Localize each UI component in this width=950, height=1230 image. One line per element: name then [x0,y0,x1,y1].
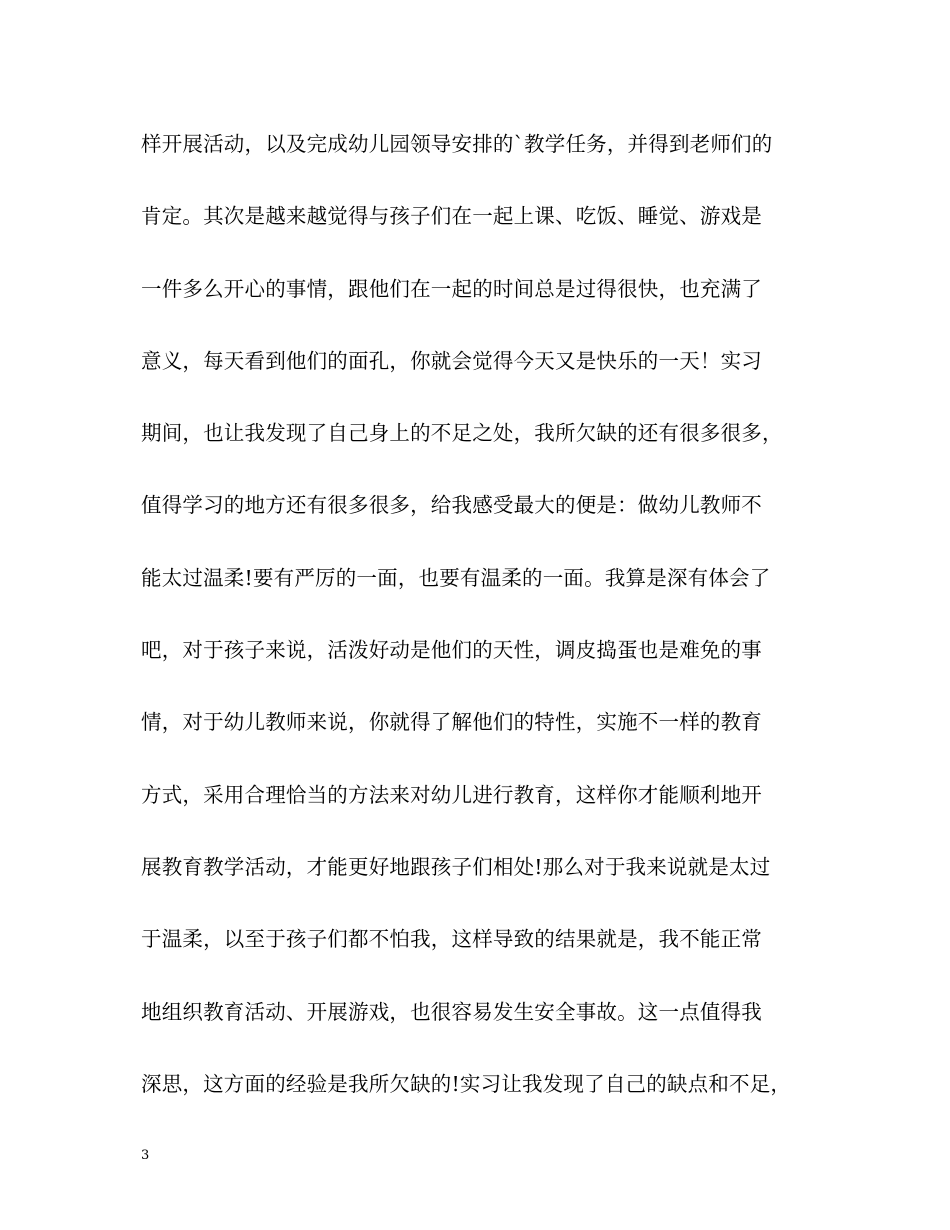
body-text [141,126,831,1138]
text-line-5: 期间，也让我发现了自己身上的不足之处，我所欠缺的还有很多很多， [141,421,783,446]
text-line-2: 肯定。其次是越来越觉得与孩子们在一起上课、吃饭、睡觉、游戏是 [141,204,762,229]
text-line-12: 于温柔，以至于孩子们都不怕我，这样导致的结果就是，我不能正常 [141,927,762,952]
text-line-3: 一件多么开心的事情，跟他们在一起的时间总是过得很快，也充满了 [141,276,762,301]
text-line-13: 地组织教育活动、开展游戏，也很容易发生安全事故。这一点值得我 [141,999,762,1024]
text-line-9: 情，对于幼儿教师来说，你就得了解他们的特性，实施不一样的教育 [141,710,762,735]
text-line-8: 吧，对于孩子来说，活泼好动是他们的天性，调皮捣蛋也是难免的事 [141,638,762,663]
text-line-7: 能太过温柔!要有严厉的一面，也要有温柔的一面。我算是深有体会了 [141,565,771,590]
text-line-11: 展教育教学活动，才能更好地跟孩子们相处!那么对于我来说就是太过 [141,854,771,879]
page-number: 3 [141,1148,150,1163]
text-line-6: 值得学习的地方还有很多很多，给我感受最大的便是：做幼儿教师不 [141,493,762,518]
text-line-4: 意义，每天看到他们的面孔，你就会觉得今天又是快乐的一天！实习 [141,348,762,373]
text-line-10: 方式，采用合理恰当的方法来对幼儿进行教育，这样你才能顺利地开 [141,782,762,807]
text-line-1: 样开展活动，以及完成幼儿园领导安排的`教学任务，并得到老师们的 [141,132,773,156]
text-line-14: 深思，这方面的经验是我所欠缺的!实习让我发现了自己的缺点和不足， [141,1071,792,1096]
